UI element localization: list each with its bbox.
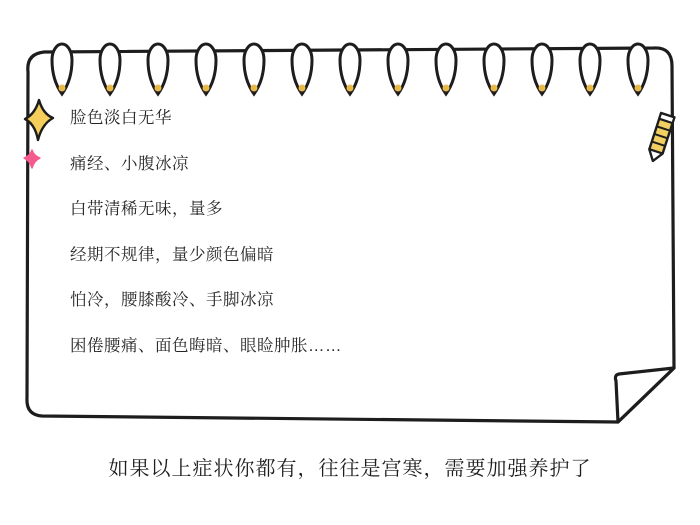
sparkle-icon	[22, 98, 56, 142]
sparkle-icon	[22, 148, 42, 170]
pencil-icon	[640, 108, 680, 170]
list-item: 痛经、小腹冰凉	[70, 154, 189, 173]
list-item: 白带清稀无味，量多	[70, 200, 223, 218]
list-item: 脸色淡白无华	[70, 109, 172, 127]
caption-text: 如果以上症状你都有，往往是宫寒，需要加强养护了	[108, 458, 592, 480]
list-item: 经期不规律，量少颜色偏暗	[70, 245, 274, 264]
symptom-list	[70, 110, 630, 354]
list-item: 困倦腰痛、面色晦暗、眼睑肿胀……	[70, 336, 342, 355]
list-item: 怕冷，腰膝酸冷、手脚冰凉	[70, 291, 274, 309]
notepad-sheet	[18, 38, 682, 426]
